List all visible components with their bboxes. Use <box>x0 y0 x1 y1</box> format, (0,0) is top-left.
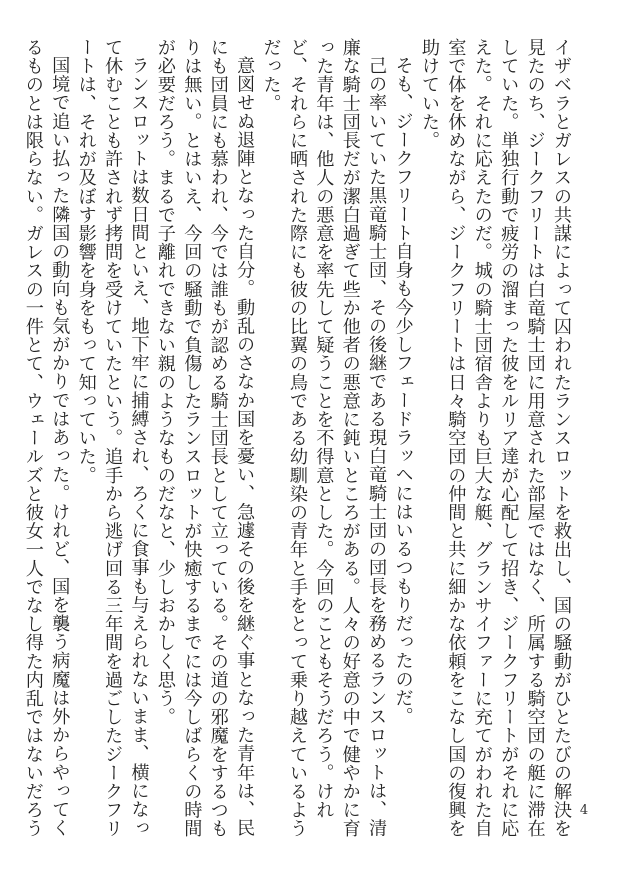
paragraph-5: ランスロットは数日間といえ、地下牢に捕縛され、ろくに食事も与えられないまま、横になって休むことも許されず拷問を受けていたという。追手から逃げ回る三年間を過ごしたジークフリートは、それが及ぼす影響を身をもって知っていた。 <box>75 38 150 838</box>
paragraph-1: イザベラとガレスの共謀によって囚われたランスロットを救出し、国の騒動がひとたびの解決を見たのち、ジークフリートは白竜騎士団に用意された部屋ではなく、所属する騎空団の艇に滞在していた。単独行動で疲労の溜まった彼をルリア達が心配して招き、ジークフリートがそれに応えた。それに応えたのだ。城の騎士団宿舎よりも巨大な艇、グランサイファーに充てがわれた自室で体を休めながら、ジークフリートは日々騎空団の仲間と共に細かな依頼をこなし国の復興を助けていた。 <box>418 38 572 838</box>
paragraph-2: そも、ジークフリート自身も今少しフェードラッヘにはいるつもりだったのだ。 <box>392 56 414 726</box>
paragraph-3: 己の率いていた黒竜騎士団、その後継である現白竜騎士団の団長を務めるランスロットは、清廉な騎士団長だが潔白過ぎて些か他者の悪意に鈍いところがある。人々の好意の中で健やかに育った青年は、他人の悪意を率先して疑うことを不得意とした。今回のこともそうだろう。けれど、それらに晒された際にも彼の比翼の鳥である幼馴染の青年と手をとって乗り越えているようだった。 <box>260 38 388 838</box>
page-number: 4 <box>579 803 589 818</box>
paragraph-6: 国境で追い払った隣国の動向も気がかりではあった。けれど、国を襲う病魔は外からやってくるものとは限らない。ガレスの一件とて、ウェールズと彼女一人でなし得た内乱ではないだろう <box>22 38 71 838</box>
body-text <box>22 38 574 838</box>
paragraph-4: 意図せぬ退陣となった自分。動乱のさなか国を憂い、急遽その後を継ぐ事となった青年は、民にも団員にも慕われ、今では誰もが認める騎士団長として立っている。その道の邪魔をするつもりは無い。とはいえ、今回の騒動で負傷したランスロットが快癒するまでには今しばらくの時間が必要だろう。まるで子離れできない親のようなものだなと、少しおかしく思う。 <box>154 38 256 838</box>
